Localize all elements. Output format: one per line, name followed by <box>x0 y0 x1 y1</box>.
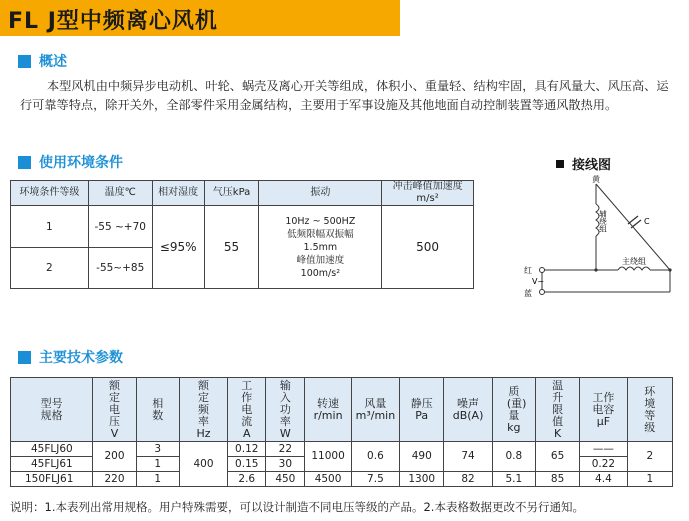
spec-pressure-cell: 1300 <box>400 472 444 487</box>
spec-env-cell: 2 <box>627 442 672 472</box>
env-header-vibration: 振动 <box>259 181 382 206</box>
header-unit: A <box>242 426 251 440</box>
environment-header-row <box>11 181 474 206</box>
env-level-cell: 1 <box>11 206 89 248</box>
header-name: 额定频率 <box>198 378 210 428</box>
header-name: 环境等级 <box>644 384 656 434</box>
spec-env-cell: 1 <box>627 472 672 487</box>
header-name: 型号 <box>40 396 63 410</box>
spec-header-phase <box>136 378 179 442</box>
spec-header-env-level <box>627 378 672 442</box>
square-bullet-icon <box>18 156 31 169</box>
overview-paragraph: 本型风机由中频异步电动机、叶轮、蜗壳及离心开关等组成，体积小、重量轻、结构牢固，具有风量大、风压高、运行可靠等特点，除开关外，全部零件采用金属结构，主要用于军事设施及其他地面自动控制装置等通风散热用。 <box>20 79 669 112</box>
header-name: 质(重)量 <box>506 384 527 422</box>
spec-header-temp-rise <box>535 378 579 442</box>
spec-current-cell: 2.6 <box>228 472 266 487</box>
env-pressure-cell: 55 <box>204 206 259 289</box>
spec-header-capacitor <box>580 378 627 442</box>
spec-phase-cell: 3 <box>136 442 179 457</box>
header-name: 温升限值 <box>552 378 564 428</box>
spec-voltage-cell: 220 <box>93 472 136 487</box>
label-red: 红 <box>524 266 532 275</box>
diagram-heading-text: 接线图 <box>572 158 612 173</box>
header-name: 噪声 <box>457 396 480 410</box>
spec-power-cell: 450 <box>266 472 305 487</box>
environment-heading <box>18 154 123 172</box>
label-main-winding: 主绕组 <box>622 257 646 266</box>
header-name: 额定电压 <box>108 378 120 428</box>
header-unit: 规格 <box>40 408 63 422</box>
spec-header-frequency <box>179 378 227 442</box>
env-header-pressure: 气压kPa <box>204 181 259 206</box>
vibration-line: 10Hz ~ 500HZ <box>285 215 356 227</box>
env-level-cell: 2 <box>11 248 89 289</box>
env-header-level: 环境条件等级 <box>11 181 89 206</box>
header-unit: μF <box>596 414 611 428</box>
spec-voltage-cell: 200 <box>93 442 136 472</box>
spec-header-current <box>228 378 266 442</box>
spec-capacitor-cell: 4.4 <box>580 472 627 487</box>
overview-heading-text: 概述 <box>39 54 67 70</box>
header-name: 静压 <box>410 396 433 410</box>
overview-heading <box>18 53 67 71</box>
env-shock-cell: 500 <box>382 206 474 289</box>
spec-pressure-cell: 490 <box>400 442 444 472</box>
square-bullet-icon <box>18 55 31 68</box>
title-banner <box>0 0 400 36</box>
wiring-diagram <box>520 172 680 307</box>
spec-header-speed <box>305 378 351 442</box>
terminal-blue <box>540 290 545 295</box>
vibration-line: 峰值加速度 <box>296 254 345 266</box>
specs-table <box>10 377 673 487</box>
spec-flow-cell: 7.5 <box>351 472 399 487</box>
spec-header-weight <box>492 378 535 442</box>
spec-phase-cell: 1 <box>136 472 179 487</box>
header-unit: K <box>553 426 562 440</box>
spec-header-voltage <box>93 378 136 442</box>
specs-header-row <box>11 378 673 442</box>
table-row <box>11 206 474 248</box>
spec-power-cell: 22 <box>266 442 305 457</box>
header-unit: Pa <box>415 408 429 422</box>
footnote: 说明：1.本表列出常用规格。用户特殊需要，可以设计制造不同电压等级的产品。2.本表格数据更改不另行通知。 <box>10 500 584 514</box>
env-vibration-cell <box>259 206 382 289</box>
spec-power-cell: 30 <box>266 457 305 472</box>
vibration-line: 100m/s² <box>300 267 341 279</box>
square-bullet-icon <box>556 160 564 168</box>
spec-temp-rise-cell: 85 <box>535 472 579 487</box>
header-unit: kg <box>507 420 521 434</box>
header-unit: W <box>279 426 291 440</box>
spec-header-flow <box>351 378 399 442</box>
spec-capacitor-cell: —— <box>580 442 627 457</box>
label-capacitor: C <box>644 217 650 226</box>
spec-capacitor-cell: 0.22 <box>580 457 627 472</box>
main-winding-coil <box>618 267 650 270</box>
spec-flow-cell: 0.6 <box>351 442 399 472</box>
env-header-temp: 温度℃ <box>88 181 152 206</box>
spec-header-power <box>266 378 305 442</box>
junction-dot <box>668 268 671 271</box>
spec-model-cell: 45FLJ61 <box>11 457 93 472</box>
spec-header-model <box>11 378 93 442</box>
table-row <box>11 472 673 487</box>
spec-current-cell: 0.12 <box>228 442 266 457</box>
spec-header-noise <box>444 378 492 442</box>
spec-weight-cell: 0.8 <box>492 442 535 472</box>
specs-heading-text: 主要技术参数 <box>39 350 123 366</box>
page-title: FL J型中频离心风机 <box>8 9 218 34</box>
header-name: 风量 <box>364 396 387 410</box>
header-unit: dB(A) <box>452 408 484 422</box>
vibration-line: 1.5mm <box>303 241 338 253</box>
header-name: 转速 <box>317 396 340 410</box>
spec-current-cell: 0.15 <box>228 457 266 472</box>
spec-phase-cell: 1 <box>136 457 179 472</box>
env-humidity-cell: ≤95% <box>152 206 204 289</box>
env-header-shock: 冲击峰值加速度 m/s² <box>382 181 474 206</box>
label-voltage: V~ <box>532 277 545 286</box>
env-temp-cell: -55 ~+70 <box>88 206 152 248</box>
environment-heading-text: 使用环境条件 <box>39 155 123 171</box>
spec-weight-cell: 5.1 <box>492 472 535 487</box>
env-temp-cell: -55~+85 <box>88 248 152 289</box>
header-name: 相数 <box>152 396 164 422</box>
spec-frequency-cell: 400 <box>179 442 227 487</box>
square-bullet-icon <box>18 351 31 364</box>
vibration-line: 低频限幅双振幅 <box>287 228 354 240</box>
spec-model-cell: 150FLJ61 <box>11 472 93 487</box>
header-name: 工作电流 <box>241 378 253 428</box>
header-name: 工作电容 <box>592 390 615 416</box>
env-header-humidity: 相对湿度 <box>152 181 204 206</box>
junction-dot <box>594 268 597 271</box>
label-aux-winding: 辅绕组 <box>598 210 608 233</box>
spec-noise-cell: 82 <box>444 472 492 487</box>
spec-header-static-pressure <box>400 378 444 442</box>
header-unit: m³/min <box>355 408 396 422</box>
capacitor-symbol <box>628 216 641 228</box>
spec-noise-cell: 74 <box>444 442 492 472</box>
specs-heading <box>18 349 123 367</box>
header-unit: Hz <box>196 426 211 440</box>
header-unit: r/min <box>313 408 343 422</box>
spec-model-cell: 45FLJ60 <box>11 442 93 457</box>
terminal-red <box>540 268 545 273</box>
diagram-heading <box>556 154 611 173</box>
table-row <box>11 442 673 457</box>
spec-temp-rise-cell: 65 <box>535 442 579 472</box>
spec-speed-cell: 4500 <box>305 472 351 487</box>
label-blue: 蓝 <box>524 289 532 298</box>
header-name: 输入功率 <box>279 378 291 428</box>
spec-speed-cell: 11000 <box>305 442 351 472</box>
environment-table <box>10 180 474 289</box>
label-yellow: 黄 <box>592 175 600 184</box>
header-unit: V <box>110 426 119 440</box>
